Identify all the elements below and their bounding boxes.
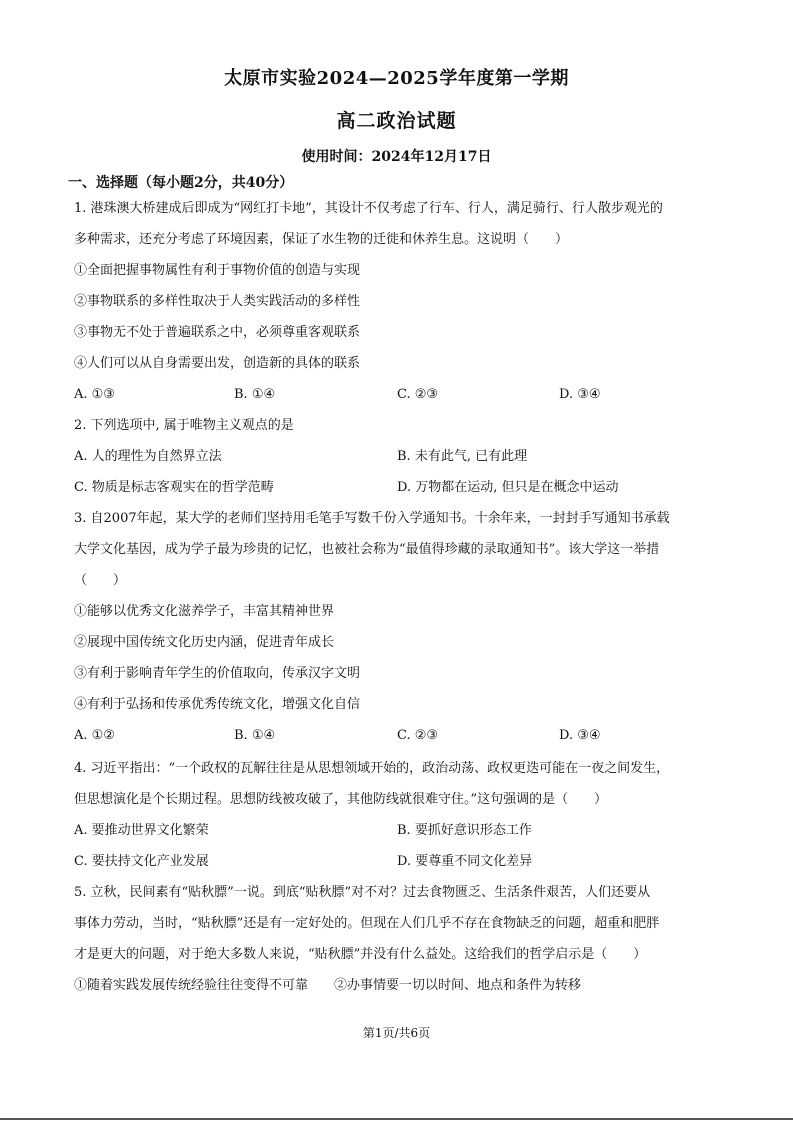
q1-statement: ①全面把握事物属性有利于事物价值的创造与实现: [74, 263, 361, 278]
usage-date: 使用时间：2024年12月17日: [301, 149, 492, 165]
q2-option-d: D. 万物都在运动, 但只是在概念中运动: [397, 480, 619, 495]
q1-statement: ②事物联系的多样性取决于人类实践活动的多样性: [74, 294, 361, 309]
q1-statement: ③事物无不处于普遍联系之中，必须尊重客观联系: [74, 325, 361, 340]
q3-statement: ③有利于影响青年学生的价值取向，传承汉字文明: [74, 666, 361, 681]
q5-stem-line: 才是更大的问题，对于绝大多数人来说，“贴秋膘”并没有什么益处。这给我们的哲学启示是（ ）: [74, 947, 647, 962]
q5-stem-line: 事体力劳动，当时，“贴秋膘”还是有一定好处的。但现在人们几乎不存在食物缺乏的问题，超重和肥胖: [74, 916, 660, 931]
q3-stem-line: （ ）: [74, 573, 127, 588]
q1-statement: ④人们可以从自身需要出发，创造新的具体的联系: [74, 356, 361, 371]
section-heading: 一、选择题（每小题2分，共40分）: [68, 175, 294, 191]
q4-option-b: B. 要抓好意识形态工作: [397, 823, 532, 838]
q4-option-d: D. 要尊重不同文化差异: [397, 854, 533, 869]
q4-option-c: C. 要扶持文化产业发展: [74, 854, 209, 869]
q3-statement: ②展现中国传统文化历史内涵，促进青年成长: [74, 635, 335, 650]
q2-stem-line: 2. 下列选项中, 属于唯物主义观点的是: [74, 418, 294, 433]
q2-option-a: A. 人的理性为自然界立法: [74, 449, 222, 464]
q4-stem-line: 但思想演化是个长期过程。思想防线被攻破了，其他防线就很难守住。”这句强调的是（ ）: [74, 792, 608, 807]
exam-subject: 高二政治试题: [336, 110, 457, 132]
q3-option-d: D. ③④: [559, 728, 601, 743]
q3-statement: ④有利于弘扬和传承优秀传统文化，增强文化自信: [74, 697, 361, 712]
q1-option-c: C. ②③: [397, 387, 439, 402]
q3-stem-line: 3. 自2007年起，某大学的老师们坚持用毛笔手写数千份入学通知书。十余年来，一封封手写通知书承载: [74, 511, 670, 526]
q3-option-c: C. ②③: [397, 728, 439, 743]
q1-stem-line: 多种需求，还充分考虑了环境因素，保证了水生物的迁徙和休养生息。这说明（ ）: [74, 232, 569, 247]
q2-option-c: C. 物质是标志客观实在的哲学范畴: [74, 480, 274, 495]
q5-stem-line: 5. 立秋，民间素有“贴秋膘”一说。到底“贴秋膘”对不对？过去食物匮乏、生活条件艰苦，人们还要从: [74, 885, 651, 900]
q3-statement: ①能够以优秀文化滋养学子，丰富其精神世界: [74, 604, 335, 619]
page-number: 第1页/共6页: [362, 1026, 431, 1040]
q3-stem-line: 大学文化基因，成为学子最为珍贵的记忆，也被社会称为“最值得珍藏的录取通知书”。该大学这一举措: [74, 542, 660, 557]
q3-option-b: B. ①④: [234, 728, 276, 743]
q5-statement: ①随着实践发展传统经验往往变得不可靠 ②办事情要一切以时间、地点和条件为转移: [74, 978, 582, 993]
q1-option-b: B. ①④: [234, 387, 276, 402]
q4-stem-line: 4. 习近平指出：“一个政权的瓦解往往是从思想领域开始的，政治动荡、政权更迭可能在一夜之间发生，: [74, 761, 670, 776]
page-bottom-divider: [0, 1118, 793, 1120]
q2-option-b: B. 未有此气, 已有此理: [397, 449, 528, 464]
q1-stem-line: 1. 港珠澳大桥建成后即成为“网红打卡地”，其设计不仅考虑了行车、行人，满足骑行、行人散步观光的: [74, 201, 663, 216]
q4-option-a: A. 要推动世界文化繁荣: [74, 823, 209, 838]
q1-option-d: D. ③④: [559, 387, 601, 402]
q3-option-a: A. ①②: [74, 728, 115, 743]
q1-option-a: A. ①③: [74, 387, 115, 402]
exam-title: 太原市实验2024—2025学年度第一学期: [224, 68, 569, 89]
